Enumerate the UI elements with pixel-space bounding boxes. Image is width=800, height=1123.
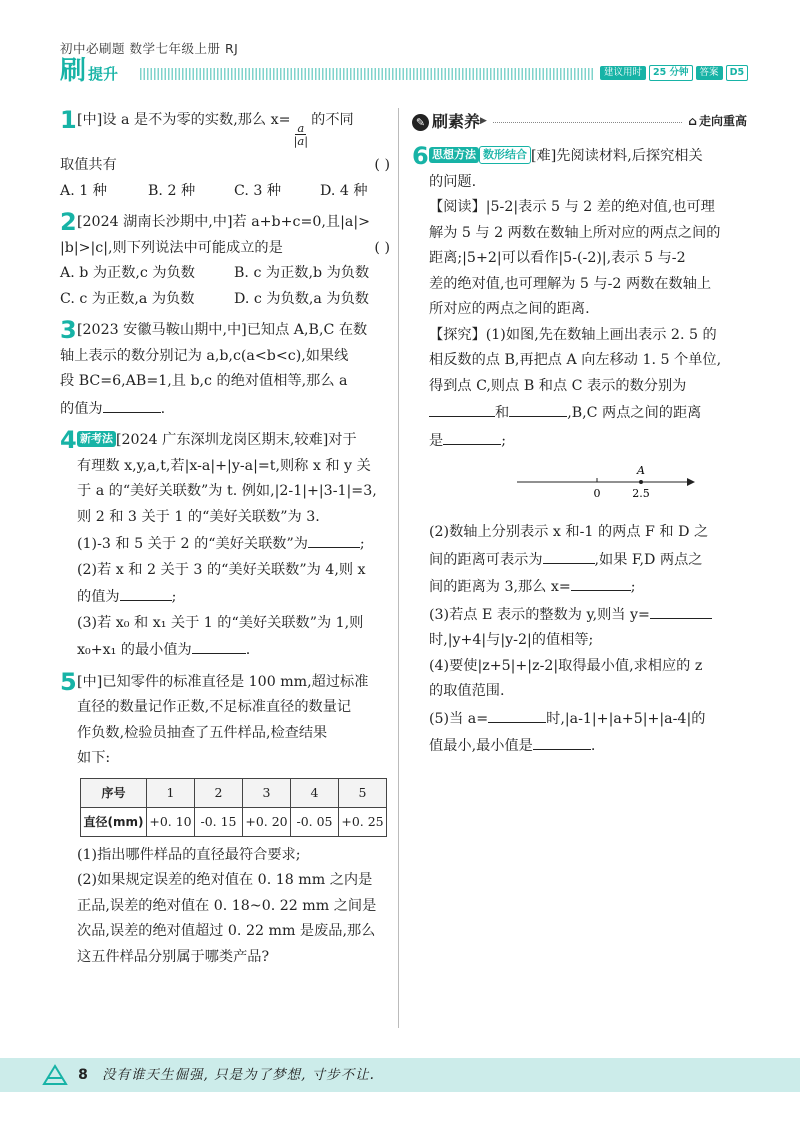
table-cell: 1 bbox=[147, 778, 195, 807]
brand-label: 提升 bbox=[88, 65, 119, 83]
sub-question-3 bbox=[429, 601, 747, 629]
question-3 bbox=[60, 318, 390, 422]
text-line: . bbox=[160, 400, 166, 417]
pencil-icon: ✎ bbox=[412, 114, 429, 131]
sub-question-2: 正品,误差的绝对值在 0. 18~0. 22 mm 之间是 bbox=[77, 897, 377, 914]
table-cell: +0. 20 bbox=[243, 807, 291, 836]
sub-question-5 bbox=[429, 705, 747, 733]
question-text: [中]已知零件的标准直径是 100 mm,超过标准 bbox=[77, 673, 369, 690]
question-number: 4 bbox=[60, 426, 77, 454]
option-a: A. 1 种 bbox=[60, 182, 107, 199]
time-answer-box bbox=[600, 65, 748, 81]
text-line: 时,|a-1|+|a+5|+|a-4|的 bbox=[546, 710, 706, 727]
option-d: D. 4 种 bbox=[320, 182, 368, 199]
answer-blank[interactable] bbox=[308, 530, 360, 548]
answer-blank[interactable] bbox=[120, 583, 172, 601]
sub-question-3: 时,|y+4|与|y-2|的值相等; bbox=[429, 632, 594, 648]
page-number: 8 bbox=[78, 1067, 88, 1083]
building-icon: ⌂ bbox=[688, 114, 697, 129]
number-line bbox=[517, 464, 697, 504]
question-text bbox=[60, 236, 390, 262]
sub-question-4: (4)要使|z+5|+|z-2|取得最小值,求相应的 z bbox=[429, 657, 703, 674]
question-5 bbox=[60, 667, 390, 971]
sub-question-2: (2)数轴上分别表示 x 和-1 的两点 F 和 D 之 bbox=[429, 524, 709, 540]
question-text bbox=[60, 395, 390, 423]
text-line: 的值为 bbox=[60, 400, 103, 417]
question-text: [2024 湖南长沙期中,中]若 a+b+c=0,且|a|> bbox=[77, 214, 370, 230]
sub-question-1 bbox=[77, 530, 390, 558]
table-cell: 5 bbox=[339, 778, 387, 807]
table-cell: 直径(mm) bbox=[81, 807, 147, 836]
answer-blank[interactable] bbox=[509, 399, 567, 417]
section-brand bbox=[60, 56, 118, 86]
question-text: 轴上表示的数分别记为 a,b,c(a<b<c),如果线 bbox=[60, 347, 349, 364]
reading-text: 【阅读】|5-2|表示 5 与 2 差的绝对值,也可理 bbox=[429, 199, 715, 215]
question-4 bbox=[60, 428, 390, 664]
text-line: [难]先阅读材料,后探究相关 bbox=[531, 148, 703, 164]
fraction-numerator: a bbox=[297, 121, 305, 135]
section-header bbox=[412, 108, 747, 136]
option-c: C. c 为正数,a 为负数 bbox=[60, 290, 195, 307]
number-line-arrow bbox=[687, 478, 695, 486]
mascot-icon bbox=[42, 1064, 68, 1086]
question-text: 作负数,检验员抽查了五件样品,检查结果 bbox=[77, 724, 328, 741]
section-title bbox=[412, 109, 480, 135]
question-text bbox=[77, 428, 390, 454]
text-line: 是 bbox=[429, 432, 444, 449]
text-line: 的不同 bbox=[311, 112, 354, 128]
options bbox=[60, 287, 390, 313]
answer-blank[interactable] bbox=[650, 601, 712, 619]
question-text: 段 BC=6,AB=1,且 b,c 的绝对值相等,那么 a bbox=[60, 373, 348, 389]
explore-text: 相反数的点 B,再把点 A 向左移动 1. 5 个单位, bbox=[429, 352, 722, 368]
sub-question-5 bbox=[429, 732, 747, 760]
page-footer bbox=[0, 1058, 800, 1092]
sub-question-3 bbox=[77, 636, 390, 664]
sub-question-2: (2)若 x 和 2 关于 3 的“美好关联数”为 4,则 x bbox=[77, 561, 366, 578]
text-line: 的值为 bbox=[77, 589, 120, 605]
question-6 bbox=[412, 144, 747, 760]
text-line: x₀+x₁ 的最小值为 bbox=[77, 642, 192, 658]
text-line: . bbox=[245, 642, 251, 658]
text-line: . bbox=[590, 738, 596, 754]
text-line: [2024 广东深圳龙岗区期末,较难]对于 bbox=[116, 432, 357, 448]
right-column bbox=[412, 108, 747, 763]
new-method-badge: 新考法 bbox=[77, 431, 116, 447]
arrow-right-icon: ▶ bbox=[480, 116, 487, 127]
question-number: 3 bbox=[60, 316, 77, 344]
table-cell: 3 bbox=[243, 778, 291, 807]
option-d: D. c 为负数,a 为负数 bbox=[234, 290, 369, 307]
answer-blank[interactable] bbox=[533, 732, 591, 750]
sub-question-2: 这五件样品分别属于哪类产品? bbox=[77, 948, 270, 965]
option-a: A. b 为正数,c 为负数 bbox=[60, 265, 195, 281]
text-line: (3)若点 E 表示的整数为 y,则当 y= bbox=[429, 606, 650, 623]
text-line: ,如果 F,D 两点之 bbox=[594, 551, 703, 568]
question-text: 于 a 的“美好关联数”为 t. 例如,|2-1|+|3-1|=3, bbox=[77, 483, 377, 499]
time-label: 建议用时 bbox=[600, 66, 646, 80]
sub-question-2 bbox=[77, 583, 390, 611]
table-cell: +0. 25 bbox=[339, 807, 387, 836]
text-line: 间的距离可表示为 bbox=[429, 551, 543, 568]
table-cell: -0. 05 bbox=[291, 807, 339, 836]
sub-question-2 bbox=[429, 573, 747, 601]
question-text bbox=[77, 108, 390, 147]
question-text: 如下: bbox=[77, 750, 111, 766]
section-tag-text: 走向重高 bbox=[698, 114, 747, 129]
sub-question-2: (2)如果规定误差的绝对值在 0. 18 mm 之内是 bbox=[77, 872, 373, 888]
sub-question-4: 的取值范围. bbox=[429, 683, 505, 699]
explore-text bbox=[429, 399, 747, 427]
fraction bbox=[292, 122, 311, 147]
table-cell: +0. 10 bbox=[147, 807, 195, 836]
table-row bbox=[81, 778, 387, 807]
text-line: ; bbox=[501, 432, 506, 449]
explore-text: 得到点 C,则点 B 和点 C 表示的数分别为 bbox=[429, 377, 687, 394]
brand-big-char: 刷 bbox=[60, 56, 87, 86]
options bbox=[60, 179, 390, 205]
left-column bbox=[60, 108, 390, 973]
option-b: B. 2 种 bbox=[148, 182, 196, 199]
answer-blank[interactable] bbox=[571, 573, 631, 591]
sample-table bbox=[80, 778, 387, 837]
answer-value: D5 bbox=[726, 65, 749, 81]
method-badge-outline: 数形结合 bbox=[479, 146, 531, 164]
answer-label: 答案 bbox=[696, 66, 723, 80]
question-text: 直径的数量记作正数,不足标准直径的数量记 bbox=[77, 699, 352, 715]
text-line: ,B,C 两点之间的距离 bbox=[567, 405, 702, 421]
table-cell: -0. 15 bbox=[195, 807, 243, 836]
fraction-denominator: |a| bbox=[293, 134, 309, 148]
method-badge: 思想方法 bbox=[429, 147, 479, 163]
answer-paren: ( ) bbox=[374, 157, 390, 173]
options bbox=[60, 261, 390, 287]
text-line: 取值共有 bbox=[60, 157, 117, 173]
table-cell: 2 bbox=[195, 778, 243, 807]
answer-blank[interactable] bbox=[192, 636, 246, 654]
text-line: 和 bbox=[495, 405, 510, 421]
reading-text: 差的绝对值,也可理解为 5 与-2 两数在数轴上 bbox=[429, 275, 712, 292]
option-c: C. 3 种 bbox=[234, 182, 282, 199]
point-a-dot bbox=[639, 480, 643, 484]
explore-text bbox=[429, 427, 747, 455]
answer-blank[interactable] bbox=[488, 705, 546, 723]
question-text: 则 2 和 3 关于 1 的“美好关联数”为 3. bbox=[77, 508, 320, 525]
reading-text: 距离;|5+2|可以看作|5-(-2)|,表示 5 与-2 bbox=[429, 250, 686, 266]
reading-text: 所对应的两点之间的距离. bbox=[429, 301, 590, 317]
question-text: 的问题. bbox=[429, 173, 477, 190]
question-text bbox=[60, 153, 390, 179]
option-b: B. c 为正数,b 为负数 bbox=[234, 265, 370, 281]
book-title: 初中必刷题 数学七年级上册 RJ bbox=[60, 41, 239, 56]
column-divider bbox=[398, 108, 399, 1028]
point-a-label: A bbox=[637, 464, 645, 477]
text-line: (1)-3 和 5 关于 2 的“美好关联数”为 bbox=[77, 536, 308, 552]
table-row bbox=[81, 807, 387, 836]
page-header bbox=[0, 0, 800, 90]
question-number: 2 bbox=[60, 208, 77, 236]
footer-motto: 没有谁天生倔强, 只是为了梦想, 寸步不让. bbox=[102, 1067, 375, 1083]
dotted-rule bbox=[493, 122, 682, 123]
section-title-text: 刷素养 bbox=[432, 112, 481, 132]
text-line: 值最小,最小值是 bbox=[429, 738, 533, 754]
question-number: 6 bbox=[412, 142, 429, 170]
question-2 bbox=[60, 210, 390, 312]
text-line: 间的距离为 3,那么 x= bbox=[429, 579, 571, 595]
text-line: [中]设 a 是不为零的实数,那么 x= bbox=[77, 112, 291, 128]
sub-question-2 bbox=[429, 546, 747, 574]
tick-label-0: 0 bbox=[593, 487, 601, 500]
time-value: 25 分钟 bbox=[649, 65, 693, 81]
question-text: 有理数 x,y,a,t,若|x-a|+|y-a|=t,则称 x 和 y 关 bbox=[77, 457, 371, 474]
text-line: (5)当 a= bbox=[429, 710, 489, 727]
table-cell: 4 bbox=[291, 778, 339, 807]
section-tag bbox=[688, 109, 747, 135]
question-text: [2023 安徽马鞍山期中,中]已知点 A,B,C 在数 bbox=[77, 322, 368, 338]
question-text bbox=[429, 144, 747, 170]
sub-question-3: (3)若 x₀ 和 x₁ 关于 1 的“美好关联数”为 1,则 bbox=[77, 614, 364, 631]
question-1 bbox=[60, 108, 390, 204]
explore-text: 【探究】(1)如图,先在数轴上画出表示 2. 5 的 bbox=[429, 326, 717, 343]
question-number: 5 bbox=[60, 667, 77, 696]
tick-label-2-5: 2.5 bbox=[632, 487, 650, 500]
sub-question-1: (1)指出哪件样品的直径最符合要求; bbox=[77, 846, 301, 863]
answer-blank[interactable] bbox=[429, 399, 495, 417]
answer-blank[interactable] bbox=[543, 546, 595, 564]
text-line: ; bbox=[171, 589, 177, 605]
answer-blank[interactable] bbox=[443, 427, 501, 445]
text-line: ; bbox=[359, 536, 365, 552]
question-number: 1 bbox=[60, 106, 77, 134]
text-line: ; bbox=[630, 579, 636, 595]
answer-paren: ( ) bbox=[374, 239, 390, 256]
table-cell: 序号 bbox=[81, 778, 147, 807]
reading-text: 解为 5 与 2 两数在数轴上所对应的两点之间的 bbox=[429, 224, 721, 241]
sub-question-2: 次品,误差的绝对值超过 0. 22 mm 是废品,那么 bbox=[77, 923, 376, 939]
answer-blank[interactable] bbox=[103, 395, 161, 413]
text-line: |b|>|c|,则下列说法中可能成立的是 bbox=[60, 239, 283, 256]
header-hatch-bar bbox=[140, 68, 595, 80]
